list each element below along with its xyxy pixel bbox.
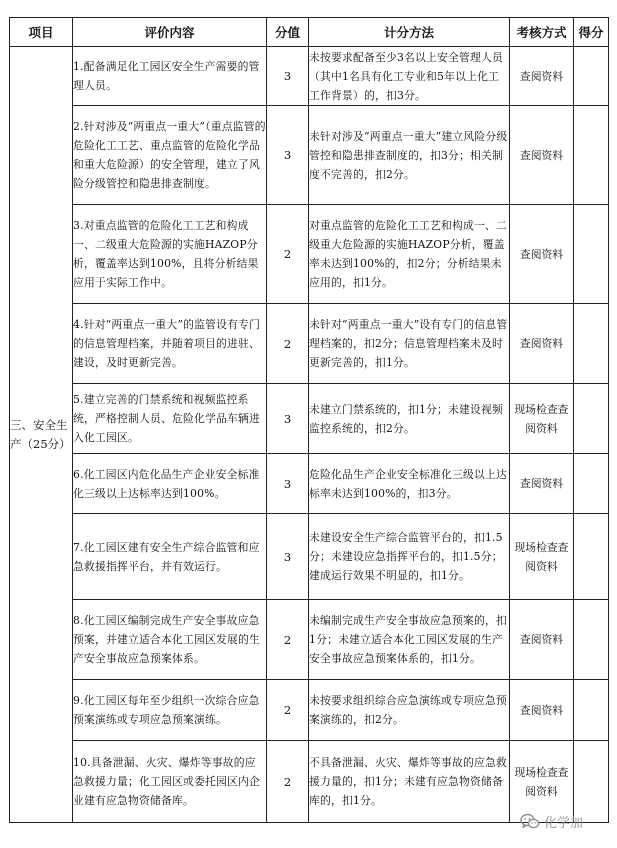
- row-mode: 查阅资料: [510, 205, 574, 304]
- row-result: [574, 600, 609, 680]
- row-score: 3: [267, 454, 309, 514]
- row-content: 6.化工园区内危化品生产企业安全标准化三级以上达标率达到100%。: [73, 454, 267, 514]
- row-result: [574, 106, 609, 205]
- row-score: 3: [267, 106, 309, 205]
- row-content: 9.化工园区每年至少组织一次综合应急预案演练或专项应急预案演练。: [73, 680, 267, 741]
- row-content: 4.针对“两重点一重大”的监管设有专门的信息管理档案，并随着项目的进驻、建设，及时更新完善。: [73, 304, 267, 384]
- row-method: 未建设安全生产综合监管平台的，扣1.5分；未建设应急指挥平台的，扣1.5分；建成运行效果不明显的，扣1分。: [309, 514, 510, 600]
- row-score: 3: [267, 514, 309, 600]
- table-row: [10, 680, 609, 741]
- row-content: 7.化工园区建有安全生产综合监管和应急救援指挥平台，并有效运行。: [73, 514, 267, 600]
- row-mode: 查阅资料: [510, 600, 574, 680]
- row-result: [574, 514, 609, 600]
- evaluation-table: [9, 17, 609, 823]
- row-result: [574, 205, 609, 304]
- watermark-text: 化学加: [544, 816, 584, 831]
- table-row: [10, 384, 609, 454]
- row-mode: 查阅资料: [510, 680, 574, 741]
- row-method: 危险化品生产企业安全标准化三级以上达标率未达到100%的，扣3分。: [309, 454, 510, 514]
- row-result: [574, 384, 609, 454]
- row-mode: 查阅资料: [510, 47, 574, 106]
- header-method: 计分方法: [309, 18, 510, 47]
- row-method: 未编制完成生产安全事故应急预案的，扣1分；未建立适合本化工园区发展的生产安全事故应急预案体系的，扣1分。: [309, 600, 510, 680]
- row-mode: 查阅资料: [510, 106, 574, 205]
- header-project: 项目: [10, 18, 73, 47]
- table-row: [10, 47, 609, 106]
- row-score: 3: [267, 384, 309, 454]
- row-result: [574, 741, 609, 823]
- row-content: 1.配备满足化工园区安全生产需要的管理人员。: [73, 47, 267, 106]
- table-row: [10, 741, 609, 823]
- row-method: 不具备泄漏、火灾、爆炸等事故的应急救援力量的，扣1分；未建有应急物资储备库的，扣1分。: [309, 741, 510, 823]
- row-score: 2: [267, 680, 309, 741]
- table-row: [10, 106, 609, 205]
- row-score: 3: [267, 47, 309, 106]
- row-mode: 现场检查查阅资料: [510, 384, 574, 454]
- row-content: 3.对重点监管的危险化工工艺和构成一、二级重大危险源的实施HAZOP分析，覆盖率达到100%，且将分析结果应用于实际工作中。: [73, 205, 267, 304]
- row-mode: 现场检查查阅资料: [510, 741, 574, 823]
- row-mode: 现场检查查阅资料: [510, 514, 574, 600]
- watermark: [520, 812, 583, 831]
- header-mode: 考核方式: [510, 18, 574, 47]
- row-score: 2: [267, 304, 309, 384]
- row-content: 10.具备泄漏、火灾、爆炸等事故的应急救援力量；化工园区或委托园区内企业建有应急物资储备库。: [73, 741, 267, 823]
- row-score: 2: [267, 600, 309, 680]
- table-row: [10, 514, 609, 600]
- row-method: 未针对涉及“两重点一重大”建立风险分级管控和隐患排查制度的，扣3分；相关制度不完善的，扣2分。: [309, 106, 510, 205]
- table-row: [10, 205, 609, 304]
- header-content: 评价内容: [73, 18, 267, 47]
- table-row: [10, 600, 609, 680]
- row-mode: 查阅资料: [510, 454, 574, 514]
- wechat-icon: [520, 813, 540, 830]
- row-score: 2: [267, 741, 309, 823]
- row-method: 未按要求配备至少3名以上安全管理人员（其中1名具有化工专业和5年以上化工工作背景）的，扣3分。: [309, 47, 510, 106]
- row-content: 8.化工园区编制完成生产安全事故应急预案，并建立适合本化工园区发展的生产安全事故应急预案体系。: [73, 600, 267, 680]
- table-header-row: [10, 18, 609, 47]
- row-result: [574, 304, 609, 384]
- row-content: 2.针对涉及“两重点一重大”（重点监管的危险化工工艺、重点监管的危险化学品和重大危险源）的安全管理，建立了风险分级管控和隐患排查制度。: [73, 106, 267, 205]
- row-content: 5.建立完善的门禁系统和视频监控系统，严格控制人员、危险化学品车辆进入化工园区。: [73, 384, 267, 454]
- section-label: 三、安全生产（25分）: [10, 47, 73, 823]
- row-method: 未按要求组织综合应急演练或专项应急预案演练的，扣2分。: [309, 680, 510, 741]
- header-score: 分值: [267, 18, 309, 47]
- row-mode: 查阅资料: [510, 304, 574, 384]
- row-method: 未建立门禁系统的，扣1分；未建设视频监控系统的，扣2分。: [309, 384, 510, 454]
- row-result: [574, 454, 609, 514]
- row-result: [574, 680, 609, 741]
- row-method: 未针对“两重点一重大”设有专门的信息管理档案的，扣2分；信息管理档案未及时更新完善的，扣1分。: [309, 304, 510, 384]
- row-method: 对重点监管的危险化工工艺和构成一、二级重大危险源的实施HAZOP分析，覆盖率未达到100%的，扣2分；分析结果未应用的，扣1分。: [309, 205, 510, 304]
- table-row: [10, 304, 609, 384]
- header-result: 得分: [574, 18, 609, 47]
- row-result: [574, 47, 609, 106]
- row-score: 2: [267, 205, 309, 304]
- table-row: [10, 454, 609, 514]
